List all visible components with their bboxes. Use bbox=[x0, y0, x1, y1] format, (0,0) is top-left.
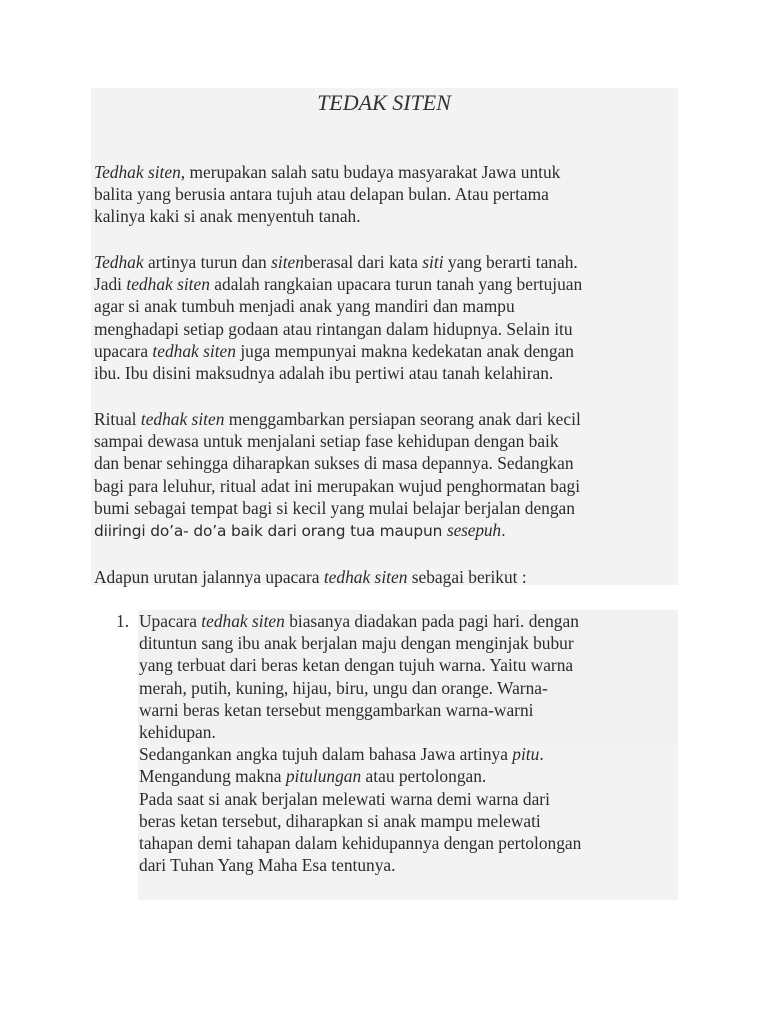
text-run: menggambarkan persiapan seorang anak dari kecil bbox=[224, 409, 581, 429]
text-line: merah, putih, kuning, hijau, biru, ungu dan orange. Warna- bbox=[139, 677, 548, 698]
text-line: dituntun sang ibu anak berjalan maju dengan menginjak bubur bbox=[139, 633, 574, 654]
text-run: Ritual bbox=[94, 409, 141, 429]
text-run: Mengandung makna bbox=[139, 766, 286, 787]
text-line: bagi para leluhur, ritual adat ini merupakan wujud penghormatan bagi bbox=[94, 475, 581, 496]
text-line: warni beras ketan tersebut menggambarkan warna-warni bbox=[139, 699, 534, 720]
text-line: dari Tuhan Yang Maha Esa tentunya. bbox=[139, 855, 396, 876]
text-line: tahapan demi tahapan dalam kehidupannya dengan pertolongan bbox=[139, 833, 582, 854]
text-line: Pada saat si anak berjalan melewati warna demi warna dari bbox=[139, 788, 550, 809]
text-line: kehidupan. bbox=[139, 722, 216, 743]
paragraph-sequence-intro bbox=[94, 566, 680, 588]
text-run: biasanya diadakan pada pagi hari. dengan bbox=[284, 611, 579, 631]
text-run: Adapun urutan jalannya upacara bbox=[94, 567, 324, 587]
italic-term: siti bbox=[422, 252, 444, 272]
italic-term: siten bbox=[271, 252, 304, 272]
text-line: menghadapi setiap godaan atau rintangan dalam hidupnya. Selain itu bbox=[94, 318, 573, 339]
text-line: yang terbuat dari beras ketan dengan tujuh warna. Yaitu warna bbox=[139, 655, 574, 676]
text-line bbox=[94, 408, 680, 430]
text-run: sebagai berikut : bbox=[407, 567, 527, 587]
text-run: berasal dari kata bbox=[303, 252, 423, 272]
text-line: ibu. Ibu disini maksudnya adalah ibu pertiwi atau tanah kelahiran. bbox=[94, 363, 554, 384]
text-run: adalah rangkaian upacara turun tanah yang bertujuan bbox=[209, 274, 583, 295]
list-item bbox=[139, 610, 679, 876]
text-run: , merupakan salah satu budaya masyarakat Jawa untuk bbox=[180, 162, 561, 182]
text-run: upacara bbox=[94, 340, 153, 361]
text-run: diiringi do’a- do’a baik dari orang tua maupun bbox=[94, 522, 447, 541]
text-run: Upacara bbox=[139, 611, 202, 631]
paragraph-intro bbox=[94, 161, 680, 228]
text-line bbox=[139, 743, 679, 765]
text-line: dan benar sehingga diharapkan sukses di masa depannya. Sedangkan bbox=[94, 453, 574, 474]
text-run: yang berarti tanah. bbox=[443, 252, 578, 272]
text-line: kalinya kaki si anak menyentuh tanah. bbox=[94, 206, 361, 227]
text-line bbox=[94, 340, 680, 362]
paragraph-ritual bbox=[94, 408, 680, 542]
text-run: atau pertolongan. bbox=[361, 766, 487, 787]
italic-term: tedhak siten bbox=[201, 611, 285, 631]
italic-term: tedhak siten bbox=[140, 409, 225, 429]
italic-term: Tedhak bbox=[94, 252, 144, 272]
text-line bbox=[94, 273, 680, 295]
text-line bbox=[94, 161, 680, 183]
text-line: sampai dewasa untuk menjalani setiap fase kehidupan dengan baik bbox=[94, 431, 559, 452]
italic-term: pitu bbox=[512, 744, 540, 765]
text-line: beras ketan tersebut, diharapkan si anak mampu melewati bbox=[139, 810, 541, 831]
text-line: balita yang berusia antara tujuh atau delapan bulan. Atau pertama bbox=[94, 184, 549, 205]
text-run: Jadi bbox=[94, 274, 127, 295]
text-line bbox=[94, 566, 680, 588]
italic-term: Tedhak siten bbox=[94, 162, 181, 182]
text-line: agar si anak tumbuh menjadi anak yang mandiri dan mampu bbox=[94, 296, 515, 317]
paragraph-meaning bbox=[94, 251, 680, 384]
text-run: artinya turun dan bbox=[143, 252, 272, 272]
list-number: 1. bbox=[116, 611, 130, 631]
italic-term: tedhak siten bbox=[126, 274, 210, 295]
italic-term: tedhak siten bbox=[152, 340, 236, 361]
text-run: . bbox=[500, 522, 506, 541]
text-run: . bbox=[539, 744, 544, 765]
text-line bbox=[139, 765, 679, 787]
text-line bbox=[139, 610, 679, 632]
italic-term: sesepuh bbox=[446, 520, 501, 541]
text-run: Sedangankan angka tujuh dalam bahasa Jawa artinya bbox=[139, 744, 513, 765]
text-line bbox=[94, 251, 680, 273]
italic-term: pitulungan bbox=[285, 766, 362, 787]
text-line bbox=[94, 519, 680, 542]
text-run: juga mempunyai makna kedekatan anak dengan bbox=[235, 340, 574, 361]
page-title: TEDAK SITEN bbox=[317, 90, 451, 115]
italic-term: tedhak siten bbox=[323, 567, 408, 587]
text-line: bumi sebagai tempat bagi si kecil yang mulai belajar berjalan dengan bbox=[94, 497, 575, 518]
